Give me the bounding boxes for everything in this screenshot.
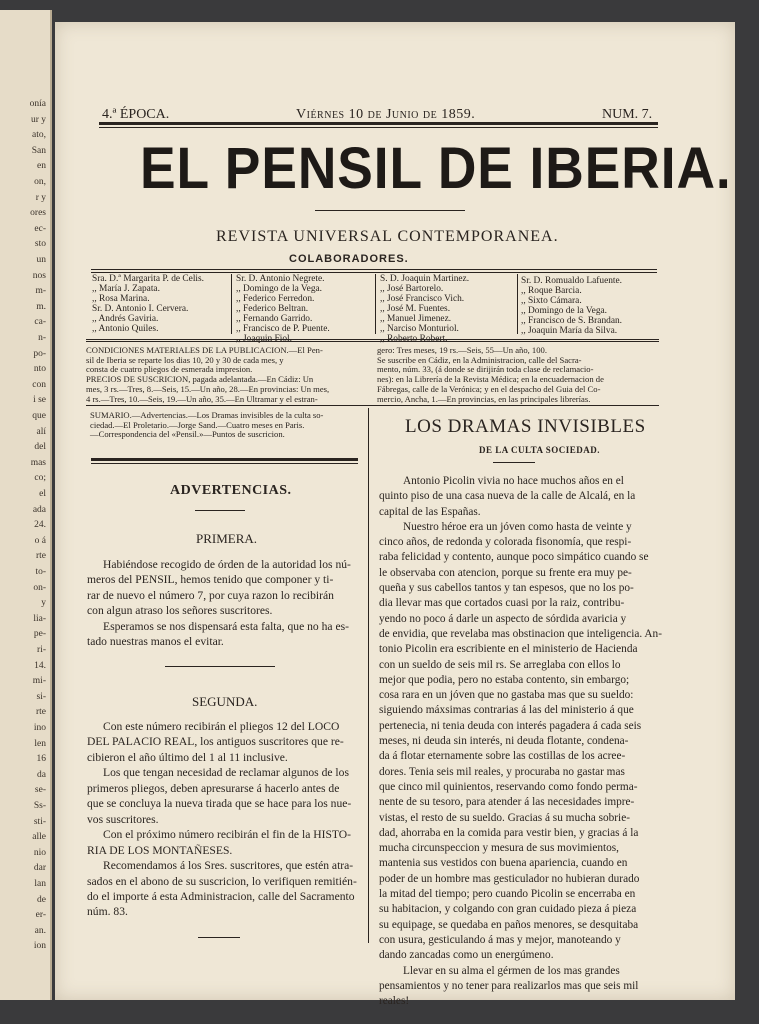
body-line: sados en el abono de su suscricion, lo verifiquen remitién-: [87, 874, 357, 888]
body-line: tonio Picolin era escribiente en el ministerio de Hacienda: [379, 643, 638, 656]
left-page-text: o á: [34, 535, 46, 546]
collaborators-divider: [375, 274, 376, 334]
body-line: le observaba con atencion, porque su frente era muy pe-: [379, 566, 632, 579]
left-page-text: alí: [36, 426, 46, 437]
collaborator-name: ,, Francisco de P. Puente.: [236, 324, 330, 334]
left-page-text: ca-: [34, 317, 46, 328]
body-line: con un sueldo de seis mil rs. Se arreglaba con ellos lo: [379, 658, 621, 671]
body-line: da á flotar eternamente sobre las costillas de los acree-: [379, 750, 626, 763]
collaborator-name: Sr. D. Antonio I. Cervera.: [92, 304, 189, 314]
left-page-text: co;: [34, 473, 46, 484]
body-line: capital de las Españas.: [379, 505, 481, 518]
left-page-text: ion: [33, 941, 46, 952]
left-page-text: San: [31, 145, 46, 156]
left-page-text: que: [32, 411, 46, 421]
left-page-text: nto: [33, 364, 46, 375]
left-page-text: ur y: [30, 114, 46, 125]
left-page-text: po-: [33, 348, 46, 359]
body-line: tado nuestras manos el evitar.: [87, 635, 224, 649]
heading-dash: [195, 510, 245, 511]
collaborator-name: S. D. Joaquin Martinez.: [380, 274, 470, 284]
collaborators-col-4: [521, 276, 622, 336]
body-line: de envidia, que revelaba mas obstinacion que inteligencia. An-: [379, 627, 662, 640]
conditions-line: sil de Iberia se reparte los dias 10, 20 y 30 de cada mes, y: [86, 354, 284, 365]
left-page-text: ada: [32, 504, 46, 515]
left-page-text: len: [34, 738, 46, 749]
body-line: queña y sus cabellos tantos y tan espesos, que no los po-: [379, 582, 634, 595]
left-page-text: y: [41, 598, 46, 609]
advertencias-heading: ADVERTENCIAS.: [170, 483, 292, 498]
body-line: nente de su tesoro, para atender á las necesidades impre-: [379, 796, 635, 809]
conditions-line: nes): en la Librería de la Revista Médica; en la encuadernacion de: [377, 374, 604, 385]
conditions-line: CONDICIONES MATERIALES DE LA PUBLICACION.—El Pen-: [86, 345, 323, 355]
conditions-right: [377, 346, 659, 404]
conditions-line: consta de cuatro pliegos de esmerada impresion.: [86, 364, 253, 375]
left-page-text: ec-: [34, 223, 46, 234]
conditions-line: PRECIOS DE SUSCRICION, pagada adelantada.—En Cádiz: Un: [86, 374, 314, 385]
body-line: que se concluya la nueva tirada que se hace para los nue-: [87, 797, 352, 811]
collaborator-name: ,, Narciso Monturiol.: [380, 324, 459, 334]
masthead-title: EL PENSIL DE IBERIA.: [140, 136, 732, 201]
collaborator-name: ,, Sixto Cámara.: [521, 296, 582, 306]
left-page-text: sti-: [33, 816, 46, 827]
collaborator-name: Sr. D. Romualdo Lafuente.: [521, 276, 623, 286]
summary-line: ciedad.—El Proletario.—Jorge Sand.—Cuatro meses en Paris.: [90, 419, 305, 430]
left-page-text: n-: [38, 333, 46, 343]
conditions-line: mento, núm. 33, (á donde se dirijirán toda clase de reclamacio-: [377, 364, 594, 375]
summary-rule-2: [91, 463, 358, 464]
left-page-text: pe-: [33, 629, 46, 640]
body-line: su habitacion, y colgando con gran cuidado pieza á pieza: [379, 903, 637, 916]
left-page-text: on,: [34, 177, 46, 187]
issue-number: NUM. 7.: [602, 107, 653, 122]
left-page-text: ato,: [32, 130, 46, 141]
left-page-text: nos: [32, 270, 46, 281]
segunda-heading: SEGUNDA.: [192, 694, 258, 709]
body-line: mejor que podia, pero no estaba contento, sin embargo;: [379, 673, 630, 686]
body-line: raba felicidad y contento, aunque poco simpático cuando se: [379, 551, 649, 564]
left-page-text: ri-: [37, 645, 46, 655]
left-page-text: Ss-: [33, 801, 46, 811]
summary-rule: [91, 458, 358, 461]
left-page-text: en: [37, 161, 46, 172]
collaborator-name: ,, Francisco de S. Brandan.: [521, 316, 623, 326]
collaborators-col-2: [236, 274, 330, 344]
collaborator-name: ,, María J. Zapata.: [92, 284, 160, 294]
left-page-text: onía: [29, 99, 46, 109]
conditions-rule-top-2: [86, 341, 659, 342]
left-page-text: con: [32, 379, 46, 390]
collaborator-name: ,, Domingo de la Vega.: [236, 284, 323, 294]
body-line: siguiendo máxsimas contrarias á las del ministerio á que: [379, 704, 634, 717]
body-line: primeros pliegos, deben apresurarse á hacerlo antes de: [87, 781, 340, 795]
body-line: Recomendamos á los Sres. suscritores, que estén atra-: [103, 859, 354, 873]
left-page-text: de: [37, 894, 46, 905]
collaborator-name: ,, Manuel Jimenez.: [380, 314, 452, 324]
body-line: dia llevar mas que cortados cuasi por la raiz, contribu-: [379, 597, 625, 610]
body-line: mucha circunspeccion y mesura de sus movimientos,: [379, 842, 619, 855]
collaborators-heading: COLABORADORES.: [289, 253, 409, 265]
collaborator-name: ,, José Bartorelo.: [380, 284, 444, 294]
left-page-text: r y: [35, 192, 46, 203]
body-line: rar de nuevo el número 7, por cuya razon lo recibirán: [87, 588, 334, 602]
body-line: cinco años, de redonda y colorada fisonomía, que respi-: [379, 536, 632, 549]
body-line: quinto piso de una casa nueva de la calle de Alcalá, en la: [379, 490, 636, 503]
left-page-text: dar: [33, 863, 46, 874]
collaborators-rule-top: [91, 269, 657, 270]
body-line: yendo no poco á darle un aspecto de sórdida avaricia y: [379, 612, 627, 625]
left-page-text: lan: [34, 879, 46, 889]
body-line: con usura, gesticulando á mas y mejor, manoteando y: [379, 933, 621, 946]
left-page-text: rte: [35, 551, 46, 562]
body-line: meros del PENSIL, hemos tenido que componer y ti-: [87, 573, 334, 587]
issue-date: Viérnes 10 de Junio de 1859.: [296, 107, 476, 122]
collaborator-name: ,, Domingo de la Vega.: [521, 306, 608, 316]
dramas-subtitle: DE LA CULTA SOCIEDAD.: [479, 445, 601, 455]
body-line: DEL PALACIO REAL, los antiguos suscritores que re-: [87, 735, 344, 749]
left-page-text: an.: [34, 925, 46, 936]
header-rule-top: [99, 122, 658, 125]
left-adjacent-page: [0, 10, 52, 1000]
body-line: vos suscritores.: [87, 812, 159, 826]
left-page-text: 16: [36, 754, 46, 765]
collaborator-name: ,, Federico Beltran.: [236, 304, 309, 314]
body-line: vistas, el resto de su sueldo. Gracias á su mucha sobrie-: [379, 811, 630, 824]
body-line: dad, ahorraba en la comida para vestir bien, y gracias á la: [379, 826, 639, 839]
body-line: pensamientos y no tener para realizarlos mas que seis mil: [379, 979, 639, 992]
primera-heading: PRIMERA.: [196, 531, 258, 546]
body-line: RIA DE LOS MONTAÑESES.: [87, 843, 233, 857]
body-line: Los que tengan necesidad de reclamar algunos de los: [103, 766, 349, 780]
collaborator-name: ,, José M. Fuentes.: [380, 304, 451, 314]
summary: [90, 411, 360, 440]
body-line: Esperamos se nos dispensará esta falta, que no ha es-: [103, 619, 349, 633]
conditions-line: mercio, Ancha, 1.—En provincias, en las principales librerías.: [377, 393, 591, 404]
left-page-text: er-: [35, 910, 46, 921]
dramas-text: [379, 474, 662, 1009]
left-page-text: ores: [30, 208, 46, 219]
left-page-text: m.: [36, 301, 46, 312]
body-line: dores. Tenia seis mil reales, y procuraba no gastar mas: [379, 765, 625, 778]
segunda-text: [87, 719, 357, 920]
body-line: cibieron el año último del 1 al 11 inclusive.: [87, 750, 288, 764]
conditions-left: [86, 346, 371, 404]
left-page-text: ino: [33, 723, 46, 733]
conditions-rule-top: [86, 339, 659, 340]
collaborator-name: Sra. D.ª Margarita P. de Celis.: [92, 274, 205, 284]
body-line: su equipage, se quedaba en paños menores, se desquitaba: [379, 918, 639, 931]
body-line: meses, ni deuda sin interés, ni deuda flotante, condena-: [379, 735, 629, 748]
left-page-text: mas: [30, 457, 46, 468]
dramas-title: LOS DRAMAS INVISIBLES: [405, 416, 646, 437]
column-divider: [368, 408, 369, 943]
body-line: Antonio Picolin vivia no hace muchos años en el: [403, 475, 624, 487]
collaborator-name: ,, Rosa Marina.: [92, 294, 150, 304]
conditions-line: Se suscribe en Cádiz, en la Administracion, calle del Sacra-: [377, 354, 582, 365]
header-rule-bottom: [99, 127, 658, 128]
conditions-line: gero: Tres meses, 19 rs.—Seis, 55—Un año, 100.: [377, 345, 547, 355]
conditions-rule-bottom: [86, 405, 659, 406]
section-end-dash: [198, 937, 240, 938]
collaborator-name: ,, Joaquin María da Silva.: [521, 326, 618, 336]
left-page-text: da: [37, 769, 46, 780]
body-line: núm. 83.: [87, 905, 128, 919]
left-page-text: si-: [36, 691, 46, 702]
primera-text: [87, 557, 357, 650]
left-page-text: lia-: [33, 613, 46, 624]
left-page-text: un: [36, 255, 46, 265]
summary-line: —Correspondencia del «Pensil.»—Puntos de suscricion.: [90, 429, 285, 440]
body-line: dando zancadas como un energúmeno.: [379, 949, 554, 962]
left-page-text: rte: [35, 707, 46, 718]
summary-line: SUMARIO.—Advertencias.—Los Dramas invisibles de la culta so-: [90, 410, 324, 420]
collaborator-name: ,, Fernando Garrido.: [236, 314, 313, 324]
left-page-text: i se: [33, 395, 46, 406]
body-line: que cinco mil quinientos, reservando como fondo perma-: [379, 780, 638, 793]
body-line: reales!: [379, 995, 410, 1008]
left-page-text: alle: [32, 832, 46, 843]
collaborator-name: ,, Andrés Gaviria.: [92, 314, 159, 324]
collaborator-name: ,, José Francisco Vich.: [380, 294, 465, 304]
body-line: poder de un hombre mas gesticulador no hubieran durado: [379, 872, 640, 885]
collaborators-divider: [517, 274, 518, 334]
title-dash: [493, 462, 535, 463]
collaborators-col-1: [92, 274, 204, 334]
body-line: mantenia sus vestidos con buena apariencia, cuando en: [379, 857, 628, 870]
left-page-text: 24.: [34, 520, 46, 531]
body-line: do el importe á esta Administracion, calle del Sacramento: [87, 889, 355, 903]
collaborators-rule-bottom: [91, 272, 657, 273]
left-page-text: se-: [34, 785, 46, 796]
left-page-text: del: [34, 442, 46, 453]
body-line: pertenecia, ni tenia deuda con interés pagadera á cada seis: [379, 719, 642, 732]
body-line: cosa rara en un jóven que no gastaba mas que su sueldo:: [379, 689, 634, 702]
left-page-text: to-: [35, 567, 46, 577]
collaborator-name: ,, Roque Barcia.: [521, 286, 582, 296]
left-page-text: nio: [33, 847, 46, 858]
collaborators-col-3: [380, 274, 469, 344]
body-line: Habiéndose recogido de órden de la autoridad los nú-: [103, 558, 351, 571]
left-page-text: m-: [35, 286, 46, 297]
epoch-label: 4.ª ÉPOCA.: [102, 107, 170, 122]
collaborator-name: ,, Federico Ferredon.: [236, 294, 315, 304]
section-divider: [165, 666, 275, 667]
collaborator-name: ,, Antonio Quiles.: [92, 324, 159, 334]
masthead-subtitle: REVISTA UNIVERSAL CONTEMPORANEA.: [216, 228, 559, 245]
body-line: Con este número recibirán el pliegos 12 del LOCO: [103, 720, 340, 733]
body-line: Llevar en su alma el gérmen de los mas grandes: [403, 964, 620, 977]
body-line: con algun atraso los señores suscritores.: [87, 604, 273, 618]
body-line: Con el próximo número recibirán el fin de la HISTO-: [103, 828, 352, 842]
left-page-text: 14.: [34, 660, 46, 671]
collaborators-divider: [231, 274, 232, 334]
collaborator-name: Sr. D. Antonio Negrete.: [236, 274, 325, 284]
conditions-line: mes, 3 rs.—Tres, 8.—Seis, 15.—Un año, 28.—En provincias: Un mes,: [86, 383, 330, 394]
left-page-text: sto: [34, 239, 46, 250]
left-page-text: on-: [33, 582, 46, 593]
body-line: Nuestro héroe era un jóven como hasta de veinte y: [403, 520, 632, 533]
body-line: la mitad del tiempo; pero cuando Picolin se encerraba en: [379, 888, 636, 901]
left-page-text: el: [39, 489, 46, 499]
left-page-text: mi-: [32, 676, 46, 687]
masthead-underline: [315, 210, 465, 211]
conditions-line: 4 rs.—Tres, 10.—Seis, 19.—Un año, 35.—En Ultramar y el estran-: [86, 393, 318, 404]
conditions-line: Fábregas, calle de la Verónica; y en el despacho del Guia del Co-: [377, 383, 601, 394]
